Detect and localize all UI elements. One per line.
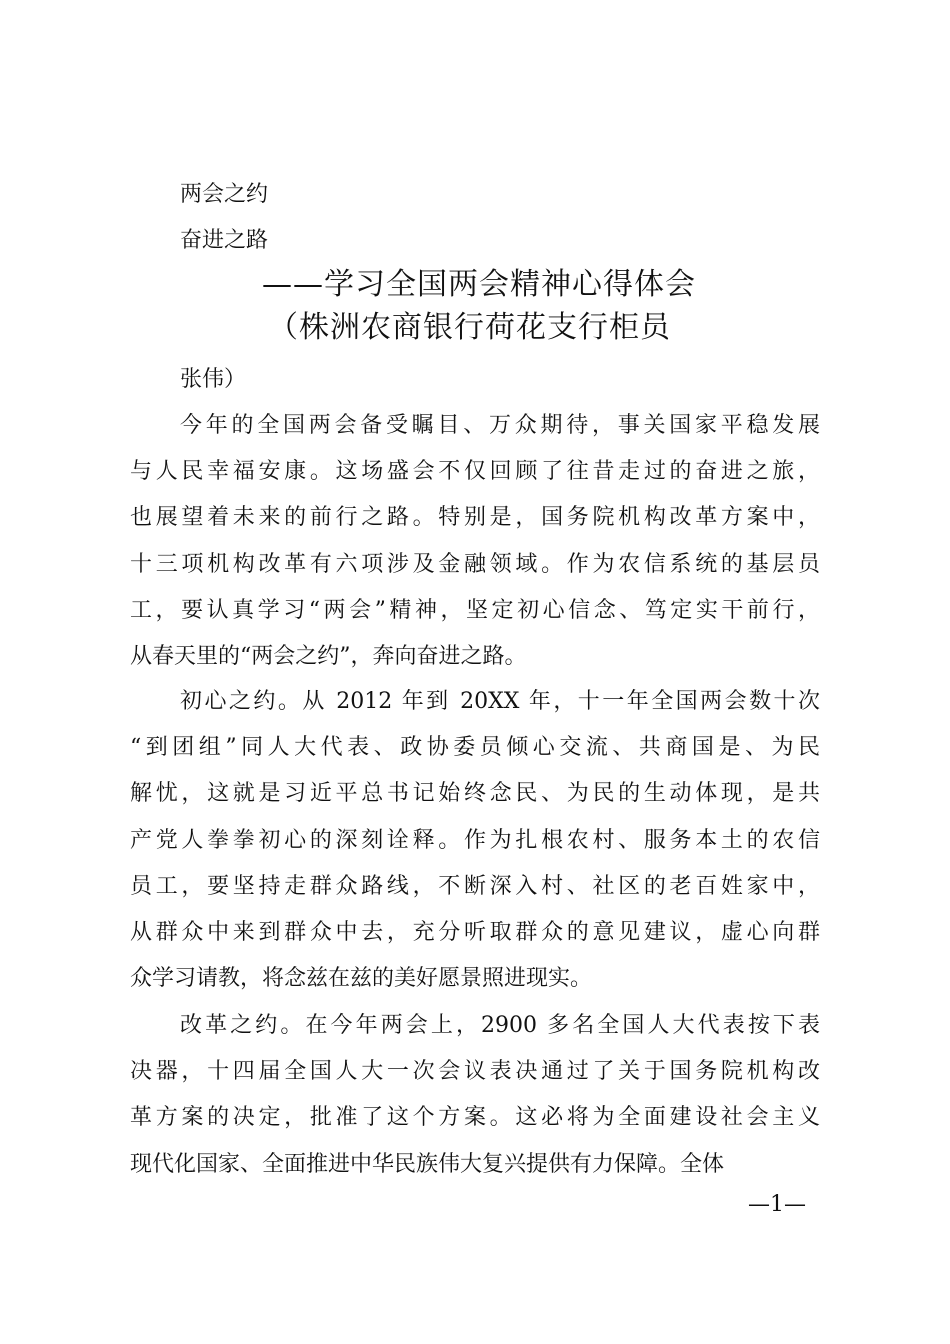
title-line: （株洲农商银行荷花支行柜员 [268, 310, 671, 345]
title-line: ——学习全国两会精神心得体会 [262, 267, 696, 302]
paragraph-line: 决器，十四届全国人大一次会议表决通过了关于国务院机构改 [130, 1059, 820, 1085]
paragraph-line: “到团组”同人大代表、政协委员倾心交流、共商国是、为民 [130, 735, 820, 761]
heading-line: 奋进之路 [180, 228, 269, 253]
paragraph-line: 与人民幸福安康。这场盛会不仅回顾了往昔走过的奋进之旅， [130, 459, 820, 485]
heading-line: 两会之约 [180, 182, 269, 207]
paragraph-line: 员工，要坚持走群众路线，不断深入村、社区的老百姓家中， [130, 873, 820, 899]
paragraph-line: 解忧，这就是习近平总书记始终念民、为民的生动体现，是共 [130, 781, 820, 807]
paragraph-line: 工，要认真学习“两会”精神，坚定初心信念、笃定实干前行， [130, 597, 820, 623]
paragraph-line: 从群众中来到群众中去，充分听取群众的意见建议，虚心向群 [130, 920, 820, 945]
author-line: 张伟） [180, 367, 247, 392]
paragraph-line: 改革之约。在今年两会上，2900 多名全国人大代表按下表 [180, 1013, 820, 1038]
paragraph-line: 现代化国家、全面推进中华民族伟大复兴提供有力保障。全体 [130, 1151, 725, 1177]
paragraph-line: 今年的全国两会备受瞩目、万众期待，事关国家平稳发展 [180, 413, 820, 438]
paragraph-line: 十三项机构改革有六项涉及金融领域。作为农信系统的基层员 [130, 551, 820, 577]
page-number: —1— [748, 1192, 806, 1217]
paragraph-line: 也展望着未来的前行之路。特别是，国务院机构改革方案中， [130, 505, 820, 531]
paragraph-line: 众学习请教，将念兹在兹的美好愿景照进现实。 [130, 966, 593, 992]
paragraph-line: 产党人拳拳初心的深刻诠释。作为扎根农村、服务本土的农信 [130, 827, 820, 853]
paragraph-line: 初心之约。从 2012 年到 20XX 年，十一年全国两会数十次 [180, 689, 820, 714]
paragraph-line: 从春天里的“两会之约”，奔向奋进之路。 [130, 644, 527, 669]
paragraph-line: 革方案的决定，批准了这个方案。这必将为全面建设社会主义 [130, 1105, 820, 1131]
